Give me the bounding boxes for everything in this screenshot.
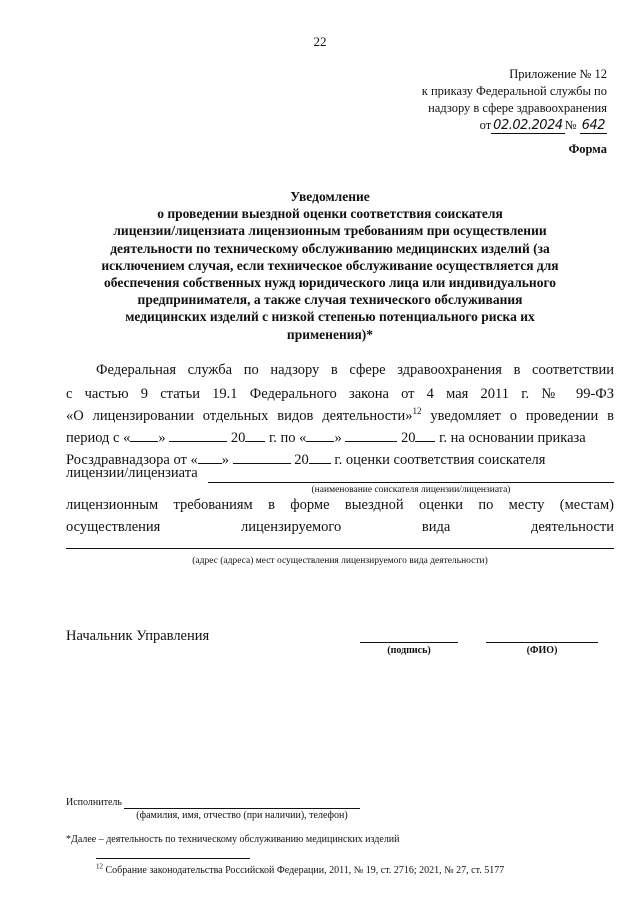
licensee-name-caption: (наименование соискателя лицензии/лицензиата) (311, 485, 511, 495)
footnote-12 (96, 862, 505, 876)
year-prefix: 20 (230, 430, 246, 446)
period-from-year-field[interactable] (245, 429, 265, 442)
period-to-year-field[interactable] (415, 429, 435, 442)
address-field[interactable] (66, 548, 614, 549)
assessment-label: г. оценки соответствия соискателя (334, 452, 546, 468)
notice-phrase: уведомляет о проведении в (430, 408, 614, 424)
period-to-label: г. по « (268, 430, 307, 446)
body-line-2: с частью 9 статьи 19.1 Федерального закона от 4 мая 2011 г. № 99-ФЗ (66, 386, 614, 402)
title-line: обеспечения собственных нужд юридического лица или индивидуального (104, 275, 556, 291)
law-title: «О лицензировании отдельных видов деятельности» (66, 408, 413, 424)
executor-caption: (фамилия, имя, отчество (при наличии), телефон) (136, 810, 348, 821)
order-date-handwritten: 02.02.2024 (493, 118, 563, 133)
order-year-field[interactable] (309, 451, 331, 464)
executor-field[interactable] (124, 808, 360, 809)
chief-title: Начальник Управления (66, 628, 210, 644)
quote-close: » (158, 430, 166, 446)
signature-caption: (подпись) (387, 645, 431, 656)
order-number-handwritten: 642 (581, 118, 605, 133)
title-line: Уведомление (290, 189, 370, 204)
form-label: Форма (568, 142, 607, 156)
body-line-6 (66, 465, 614, 482)
appendix-line-2: к приказу Федеральной службы по (421, 84, 607, 98)
appendix-line-1: Приложение № 12 (509, 67, 607, 81)
year-prefix: 20 (294, 452, 309, 468)
signature-field[interactable] (360, 642, 458, 643)
title-line: применения)* (286, 326, 374, 342)
footnote-12-mark: 12 (96, 862, 103, 871)
address-caption: (адрес (адреса) мест осуществления лицензируемого вида деятельности) (192, 556, 488, 566)
fio-field[interactable] (486, 642, 598, 643)
footnote-divider (96, 858, 250, 859)
footnote-ref-12: 12 (412, 406, 422, 417)
footnote-12-text: Собрание законодательства Российской Федерации, 2011, № 19, ст. 2716; 2021, № 27, ст. 5177 (105, 865, 505, 876)
fio-caption: (ФИО) (526, 645, 558, 656)
number-label: № (564, 118, 577, 132)
title-line: медицинских изделий с низкой степенью потенциального риска их (125, 309, 535, 325)
appendix-block (422, 66, 607, 134)
document-title (60, 188, 600, 343)
period-from-day-field[interactable] (130, 429, 158, 442)
title-line: исключением случая, если техническое обслуживание осуществляется для (101, 257, 559, 273)
body-line-8: осуществления лицензируемого вида деятельности (66, 519, 614, 535)
title-line: предпринимателя, а также случая технического обслуживания (137, 292, 523, 308)
quote-close: » (221, 452, 229, 468)
period-to-day-field[interactable] (306, 429, 334, 442)
body-line-4 (66, 429, 614, 447)
quote-close: » (334, 430, 342, 446)
asterisk-footnote: *Далее – деятельность по техническому обслуживанию медицинских изделий (66, 834, 400, 845)
executor-label: Исполнитель (66, 797, 122, 808)
title-line: деятельности по техническому обслуживанию медицинских изделий (за (110, 240, 550, 256)
period-from-label: период с « (66, 430, 131, 446)
body-line-7: лицензионным требованиям в форме выездной оценки по месту (местам) (66, 497, 614, 513)
order-date-label: Росздравнадзора от « (66, 452, 198, 468)
period-from-month-field[interactable] (169, 429, 227, 442)
body-line-1: Федеральная служба по надзору в сфере здравоохранения в соответствии (96, 362, 614, 378)
order-month-field[interactable] (233, 451, 291, 464)
title-line: лицензии/лицензиата лицензионным требованиям при осуществлении (113, 223, 547, 239)
year-prefix: 20 (400, 430, 416, 446)
period-to-month-field[interactable] (345, 429, 397, 442)
body-line-3 (66, 407, 614, 425)
page-number: 22 (313, 34, 327, 49)
title-line: о проведении выездной оценки соответствия соискателя (157, 206, 503, 222)
licensee-label: лицензии/лицензиата (66, 465, 198, 481)
from-label: от (479, 118, 492, 132)
appendix-line-3: надзору в сфере здравоохранения (428, 101, 607, 115)
licensee-name-field[interactable] (208, 482, 614, 483)
order-day-field[interactable] (198, 451, 222, 464)
order-date-line (480, 117, 607, 134)
order-basis-label: г. на основании приказа (439, 430, 586, 446)
